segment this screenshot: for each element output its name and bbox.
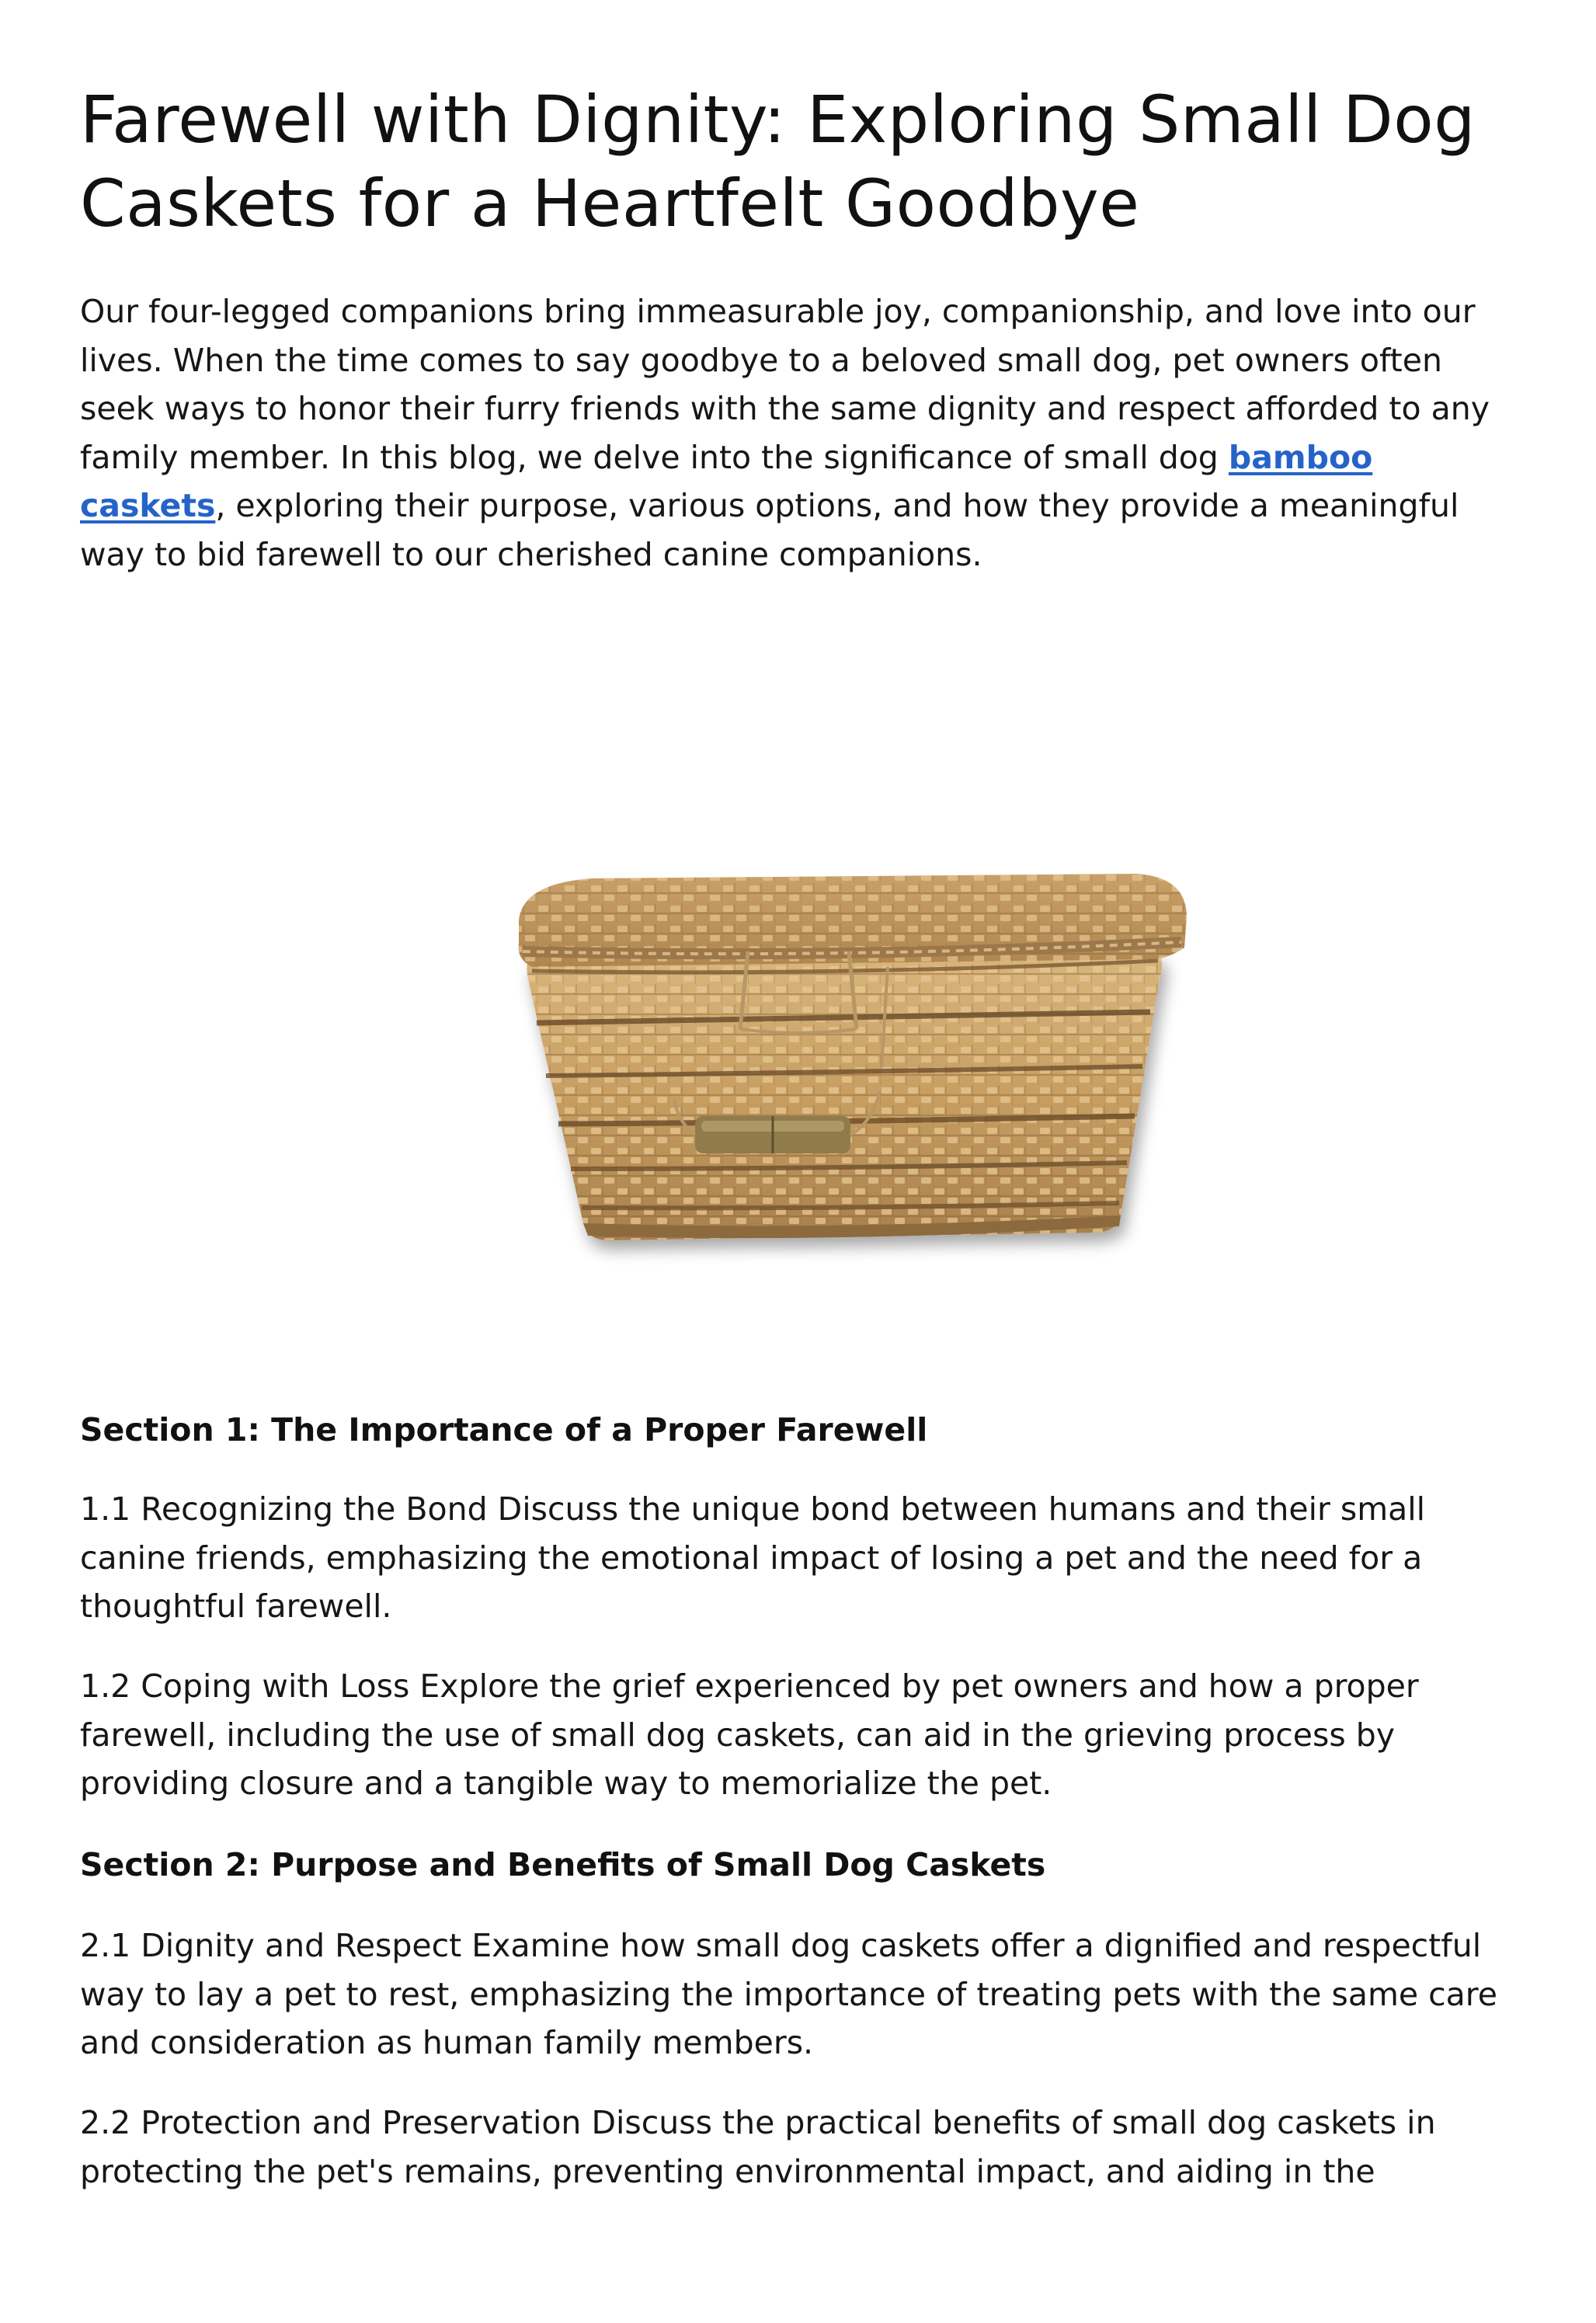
section-2-paragraph-2: 2.2 Protection and Preservation Discuss the practical benefits of small dog caskets in protecting the pet's remains, preventing environmental impact, and aiding in the: [80, 2104, 1436, 2190]
intro-paragraph: [80, 287, 1525, 579]
page-title: Farewell with Dignity: Exploring Small Dog Caskets for a Heartfelt Goodbye: [80, 82, 1476, 242]
bamboo-caskets-link[interactable]: bamboo caskets: [80, 438, 1373, 524]
intro-text-start: Our four-legged companions bring immeasurable joy, companionship, and love into our lives. When the time comes to say goodbye to a beloved small dog, pet owners often seek ways to honor their furry friends with the same dignity and respect afforded to any family member. In this blog, we delve into the significance of small dog: [80, 293, 1490, 476]
section-2-paragraph-1: 2.1 Dignity and Respect Examine how small dog caskets offer a dignified and respectful way to lay a pet to rest, emphasizing the importance of treating pets with the same care and consideration as human family members.: [80, 1927, 1497, 2061]
section-1-paragraph-2: 1.2 Coping with Loss Explore the grief experienced by pet owners and how a proper farewell, including the use of small dog caskets, can aid in the grieving process by providing closure and a tangible way to memorialize the pet.: [80, 1667, 1419, 1802]
section-2-heading: Section 2: Purpose and Benefits of Small Dog Caskets: [80, 1846, 1046, 1883]
section-1-heading: Section 1: The Importance of a Proper Farewell: [80, 1411, 928, 1448]
section-1-paragraph-1: 1.1 Recognizing the Bond Discuss the unique bond between humans and their small canine friends, emphasizing the emotional impact of losing a pet and the need for a thoughtful farewell.: [80, 1490, 1426, 1625]
intro-text-end: , exploring their purpose, various options, and how they provide a meaningful way to bid farewell to our cherished canine companions.: [80, 487, 1459, 573]
woven-bamboo-casket-icon: [484, 843, 1214, 1278]
bamboo-casket-image: [484, 843, 1214, 1278]
